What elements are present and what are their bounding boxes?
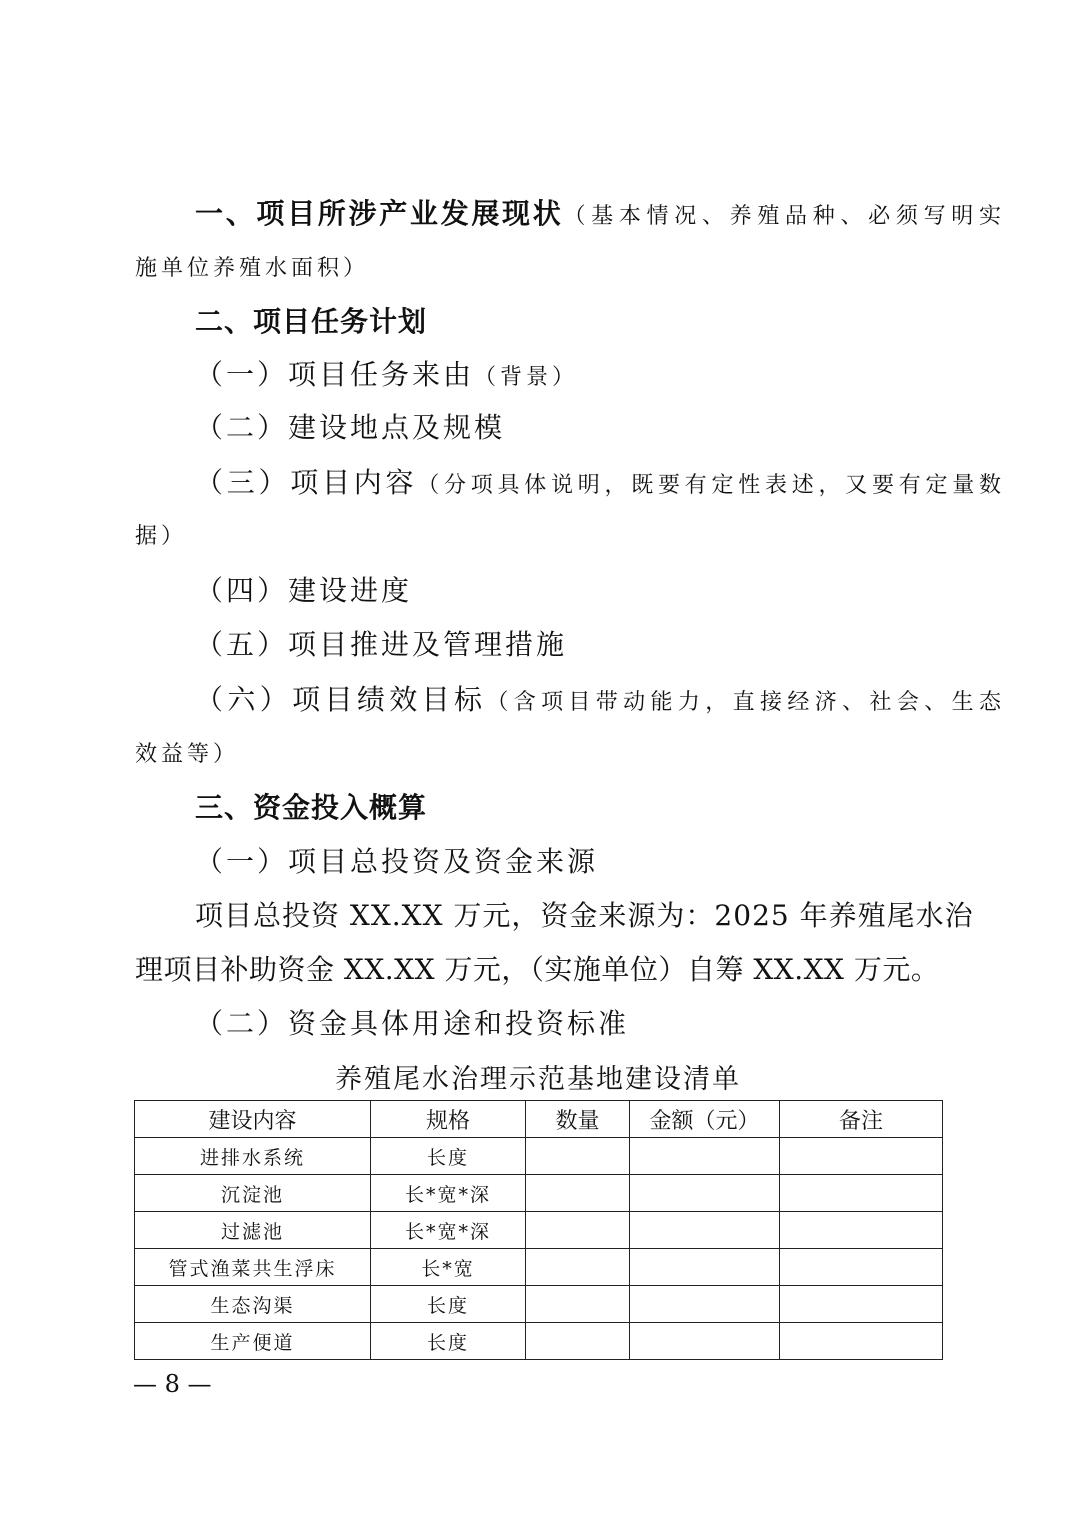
header-spec: 规格 (371, 1101, 526, 1138)
cell-spec: 长度 (371, 1286, 526, 1323)
cell-content: 沉淀池 (135, 1175, 371, 1212)
section2-item5-line (195, 625, 1005, 669)
section2-item4-title: （四）建设进度 (195, 574, 413, 607)
section2-item4-line (195, 571, 1005, 615)
section3-paragraph-line2: 理项目补助资金 XX.XX 万元，（实施单位）自筹 XX.XX 万元。 (135, 953, 940, 986)
header-amount: 金额（元） (630, 1101, 780, 1138)
section2-item6-line (195, 680, 1005, 724)
section2-heading-line (195, 302, 1005, 346)
table-row (135, 1286, 943, 1323)
header-content: 建设内容 (135, 1101, 371, 1138)
section2-item6-title: （六）项目绩效目标 (195, 683, 487, 716)
section3-item2-title: （二）资金具体用途和投资标准 (195, 1007, 630, 1040)
table-row (135, 1138, 943, 1175)
section3-paragraph-line1: 项目总投资 XX.XX 万元，资金来源为：2025 年养殖尾水治 (195, 899, 974, 932)
cell-spec: 长*宽*深 (371, 1212, 526, 1249)
cell-spec: 长度 (371, 1323, 526, 1360)
cell-quantity (526, 1212, 630, 1249)
section2-item3-continuation (135, 517, 945, 558)
section2-heading: 二、项目任务计划 (195, 305, 428, 338)
section2-item3-line (195, 463, 1005, 507)
section3-item1-line (195, 842, 1005, 886)
section2-item5-title: （五）项目推进及管理措施 (195, 628, 568, 661)
cell-content: 过滤池 (135, 1212, 371, 1249)
cell-quantity (526, 1249, 630, 1286)
cell-amount (630, 1286, 780, 1323)
table-row (135, 1323, 943, 1360)
section2-item3-note: （分项具体说明，既要有定性表述，又要有定量数 (417, 473, 1005, 498)
page-number: — 8 — (133, 1370, 212, 1398)
cell-content: 管式渔菜共生浮床 (135, 1249, 371, 1286)
cell-remarks (780, 1323, 943, 1360)
cell-content: 生态沟渠 (135, 1286, 371, 1323)
cell-spec: 长度 (371, 1138, 526, 1175)
section2-item1-line (195, 355, 1005, 399)
cell-content: 进排水系统 (135, 1138, 371, 1175)
section1-note: （基本情况、养殖品种、必须写明实 (563, 204, 1005, 229)
section2-item1-note: （背景） (474, 365, 579, 390)
cell-quantity (526, 1138, 630, 1175)
cell-content: 生产便道 (135, 1323, 371, 1360)
section3-item2-line (195, 1004, 1005, 1048)
table-row (135, 1212, 943, 1249)
cell-remarks (780, 1212, 943, 1249)
section1-note-part2: 施单位养殖水面积） (135, 256, 370, 281)
section2-item6-note-part2: 效益等） (135, 742, 240, 767)
section1-heading-line (195, 194, 1005, 238)
section3-heading-line (195, 788, 1005, 832)
section1-heading: 一、项目所涉产业发展现状 (195, 197, 564, 230)
section2-item6-note: （含项目带动能力，直接经济、社会、生态 (486, 690, 1005, 715)
cell-spec: 长*宽*深 (371, 1175, 526, 1212)
section2-item3-note-part2: 据） (135, 524, 188, 549)
section1-note-continuation (135, 249, 945, 290)
cell-remarks (780, 1286, 943, 1323)
cell-spec: 长*宽 (371, 1249, 526, 1286)
table-row (135, 1175, 943, 1212)
table-row (135, 1249, 943, 1286)
cell-quantity (526, 1175, 630, 1212)
table-caption: 养殖尾水治理示范基地建设清单 (335, 1064, 741, 1095)
section2-item2-title: （二）建设地点及规模 (195, 411, 506, 444)
section2-item2-line (195, 408, 1005, 452)
section2-item6-continuation (135, 735, 945, 776)
header-remarks: 备注 (780, 1101, 943, 1138)
header-quantity: 数量 (526, 1101, 630, 1138)
section3-item1-title: （一）项目总投资及资金来源 (195, 845, 599, 878)
construction-list-table (134, 1100, 943, 1360)
cell-amount (630, 1249, 780, 1286)
cell-quantity (526, 1323, 630, 1360)
section2-item1-title: （一）项目任务来由 (195, 358, 475, 391)
table-header-row (135, 1101, 943, 1138)
cell-amount (630, 1323, 780, 1360)
cell-remarks (780, 1175, 943, 1212)
cell-amount (630, 1175, 780, 1212)
cell-remarks (780, 1249, 943, 1286)
cell-remarks (780, 1138, 943, 1175)
section2-item3-title: （三）项目内容 (195, 466, 418, 499)
section3-heading: 三、资金投入概算 (195, 791, 428, 824)
cell-amount (630, 1212, 780, 1249)
cell-amount (630, 1138, 780, 1175)
cell-quantity (526, 1286, 630, 1323)
